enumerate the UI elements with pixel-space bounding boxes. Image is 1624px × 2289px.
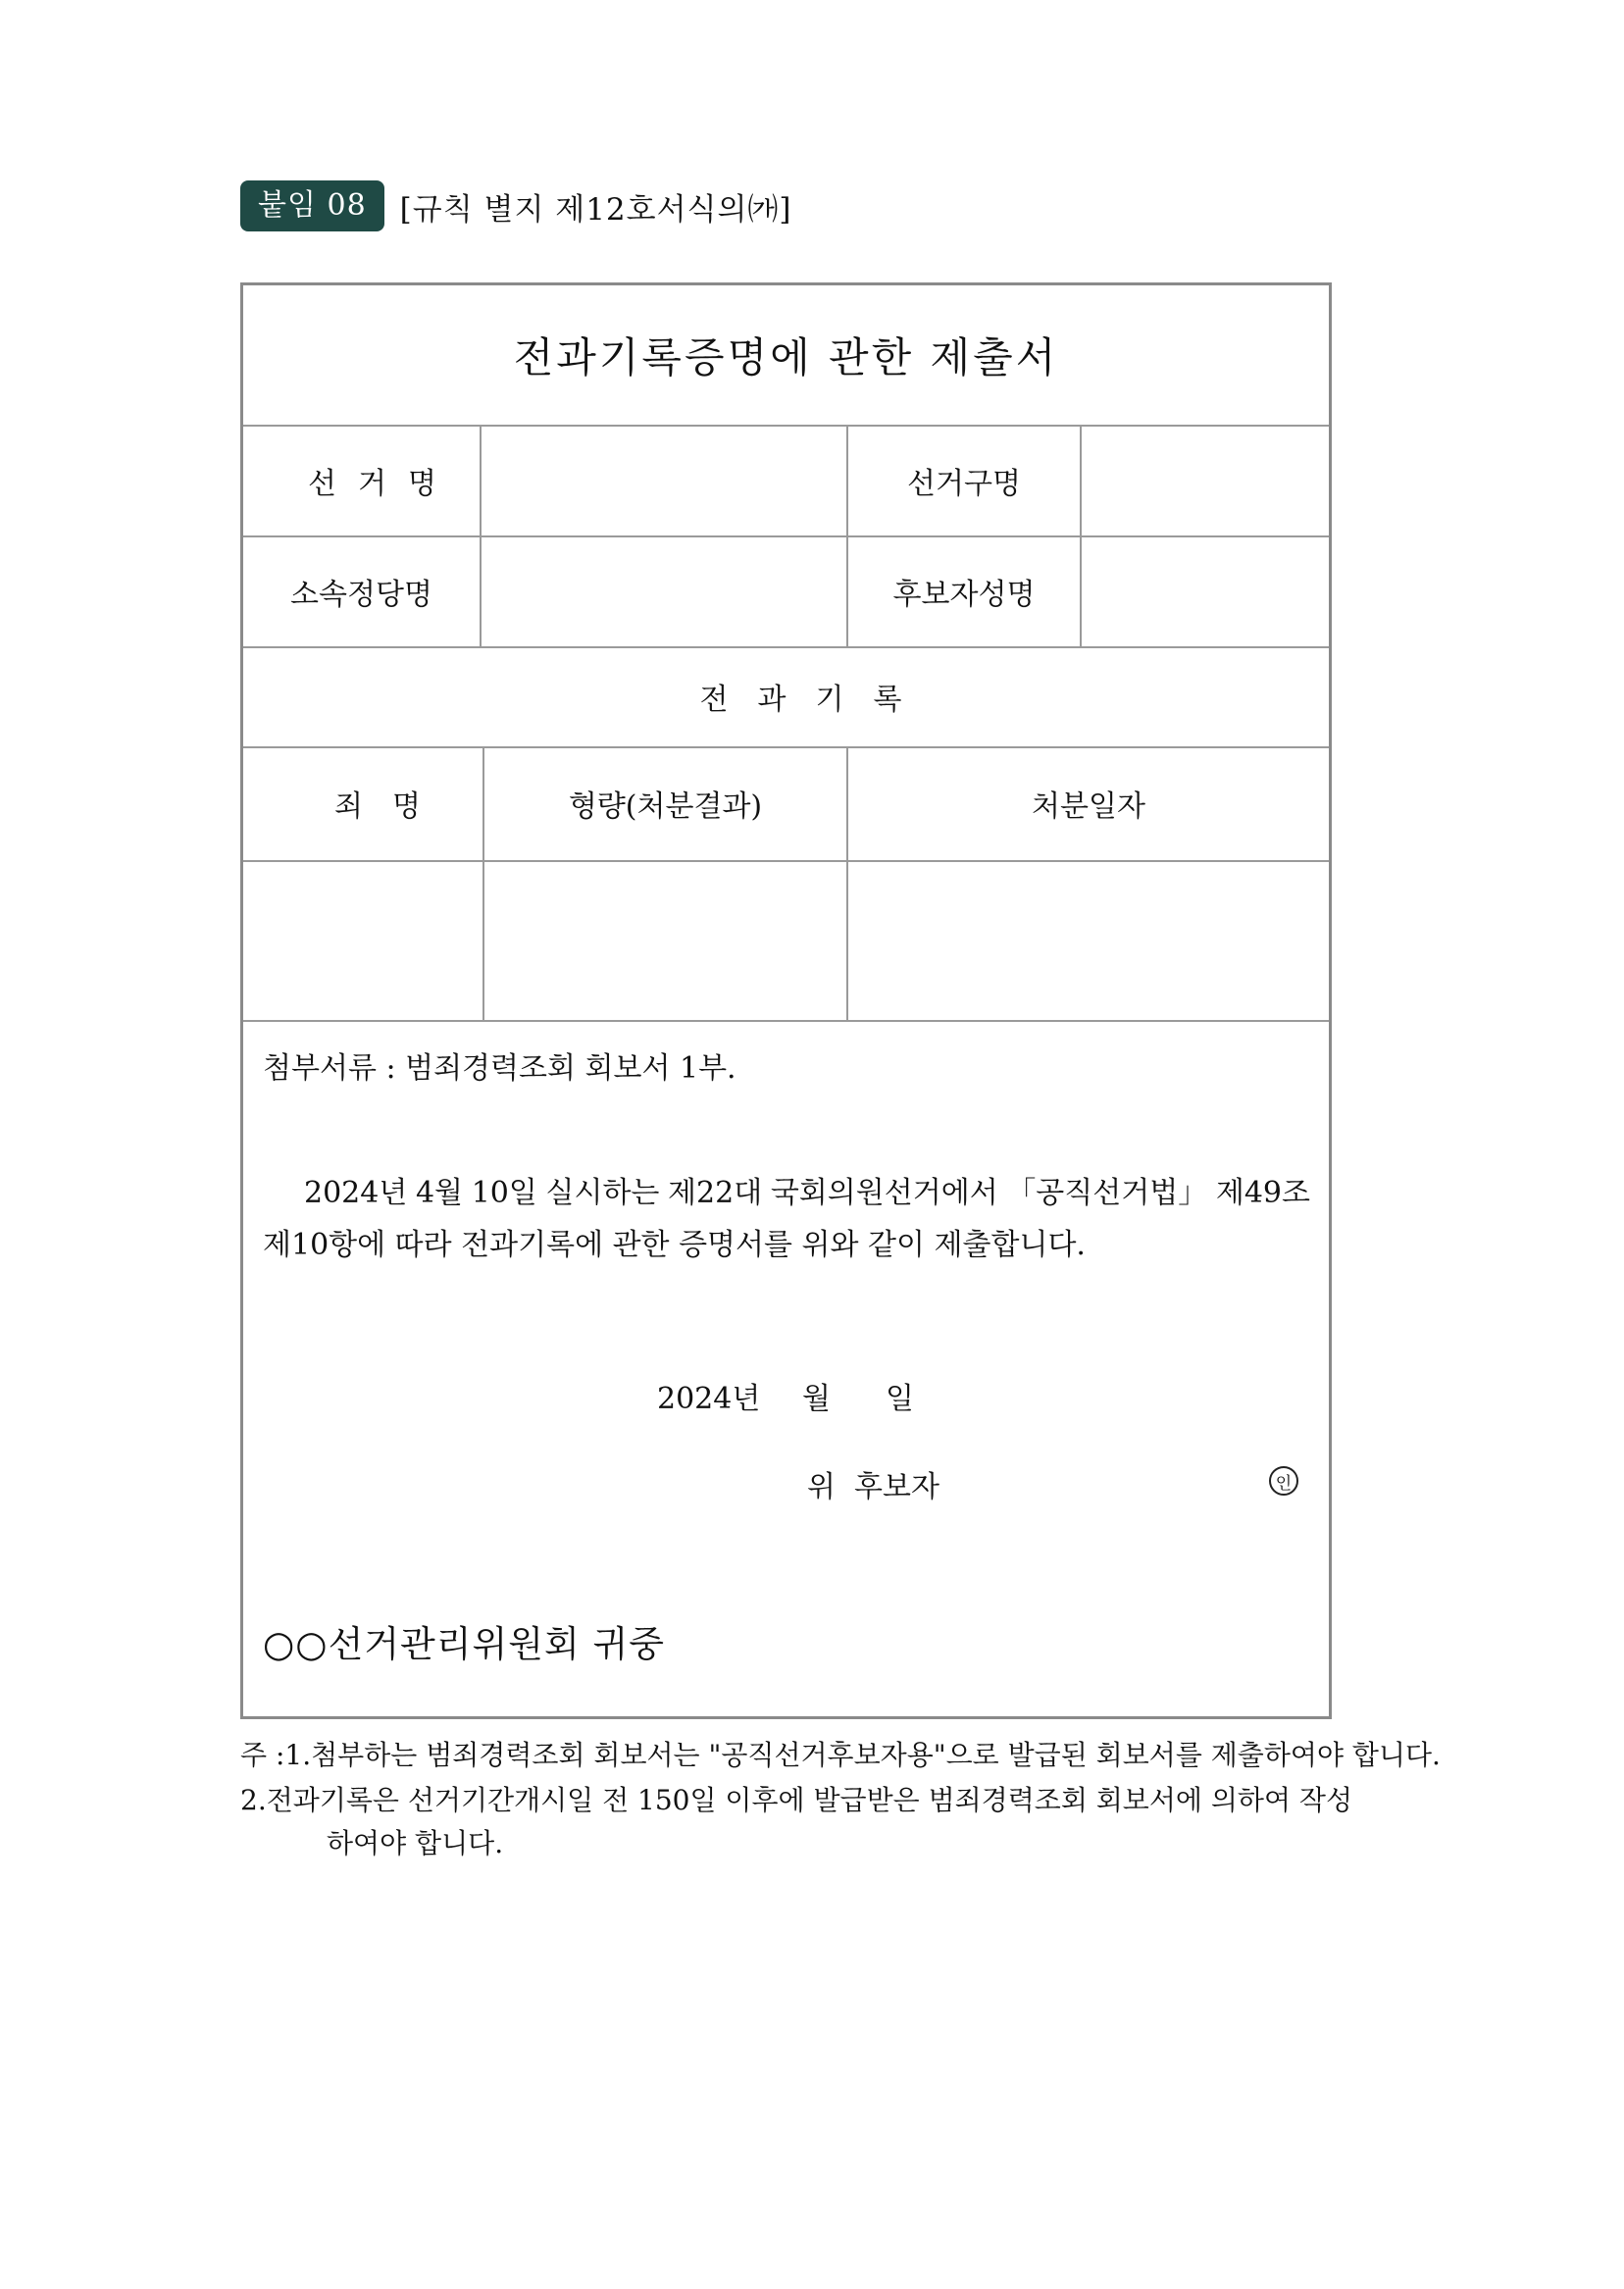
seal-mark-icon: 인 <box>1269 1466 1298 1496</box>
crime-column-header: 죄명 <box>334 789 450 824</box>
party-name-label: 소속정당명 <box>290 577 432 612</box>
statement-line-2: 제10항에 따라 전과기록에 관한 증명서를 위와 같이 제출합니다. <box>263 1228 1086 1262</box>
election-name-field[interactable] <box>482 425 846 535</box>
statement-word: 2024년 <box>304 1176 408 1210</box>
footnote-text: 첨부하는 범죄경력조회 회보서는 "공직선거후보자용"으로 발급된 회보서를 제출하여야 합니다. <box>311 1739 1441 1771</box>
footnote-text: 전과기록은 선거기간개시일 전 150일 이후에 발급받은 범죄경력조회 회보서에 의하여 작성 <box>266 1784 1352 1816</box>
footnote-2 <box>240 1779 1352 1822</box>
row-divider <box>243 1020 1329 1022</box>
footnote-prefix: 주 : <box>240 1739 285 1771</box>
date-year: 2024년 <box>657 1382 761 1416</box>
candidate-name-field[interactable] <box>1082 535 1329 646</box>
signer-label: 위 후보자 <box>807 1470 939 1504</box>
submission-form <box>240 282 1332 1719</box>
document-header <box>240 179 792 232</box>
statement-word: 제49조 <box>1215 1176 1310 1210</box>
party-name-field[interactable] <box>482 535 846 646</box>
statement-word: 「공직선거법」 <box>1006 1176 1208 1210</box>
statement-word: 제22대 <box>668 1176 763 1210</box>
statement-line-1 <box>304 1168 1310 1211</box>
attachment-badge: 붙임 08 <box>240 180 384 231</box>
statement-word: 10일 <box>471 1176 537 1210</box>
footnote-text: 하여야 합니다. <box>327 1827 504 1859</box>
statement-word: 4월 <box>415 1176 464 1210</box>
candidate-name-label: 후보자성명 <box>892 577 1036 612</box>
district-name-field[interactable] <box>1082 425 1329 535</box>
crime-cell[interactable] <box>243 860 482 1020</box>
sentence-cell[interactable] <box>484 860 846 1020</box>
statement-word: 국회의원선거에서 <box>770 1176 998 1210</box>
statement-word: 실시하는 <box>545 1176 660 1210</box>
rule-reference: [규칙 별지 제12호서식의㈎] <box>399 191 792 228</box>
criminal-record-section-title: 전과기록 <box>699 683 932 717</box>
footnote-1 <box>240 1734 1441 1777</box>
date-day: 일 <box>886 1382 914 1416</box>
form-title: 전과기록증명에 관한 제출서 <box>513 333 1059 382</box>
footnote-2-continued <box>240 1822 1339 1865</box>
footnote-number: 1. <box>284 1739 312 1771</box>
disposition-date-column-header: 처분일자 <box>1032 789 1145 824</box>
attachment-line: 첨부서류 : 범죄경력조회 회보서 1부. <box>263 1051 736 1086</box>
addressee: ○○선거관리위원회 귀중 <box>263 1623 666 1665</box>
election-name-label: 선거명 <box>308 466 458 501</box>
disposition-date-cell[interactable] <box>848 860 1329 1020</box>
district-name-label: 선거구명 <box>907 466 1021 501</box>
footnotes <box>240 1734 1441 1865</box>
sentence-column-header: 형량(처분결과) <box>568 789 763 824</box>
date-month: 월 <box>802 1382 831 1416</box>
footnote-number: 2. <box>240 1784 267 1816</box>
